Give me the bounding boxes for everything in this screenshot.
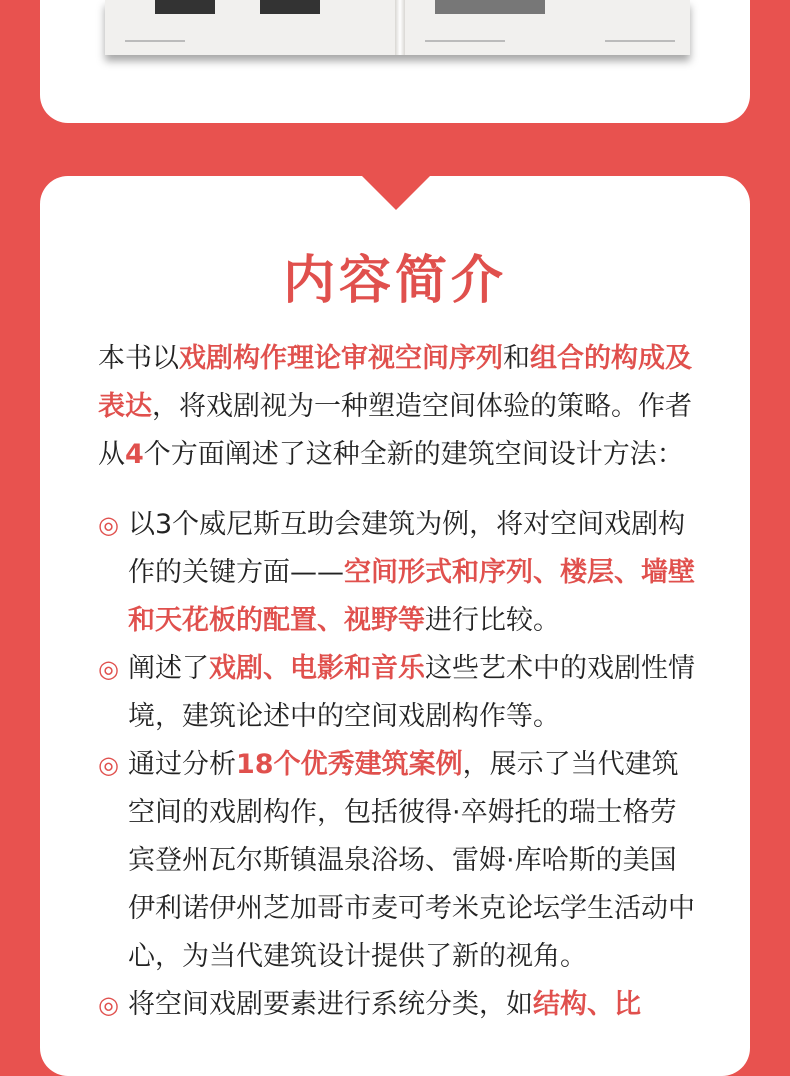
item-text: ，展示了当代建筑空间的戏剧构作，包括彼得·卒姆托的瑞士格劳宾登州瓦尔斯镇温泉浴场、雷姆·库哈斯的美国伊利诺伊州芝加哥市麦可考米克论坛学生活动中心，为当代建筑设计提供了新的视角。 (128, 749, 695, 972)
item-text: 通过分析 (128, 749, 236, 780)
bullet-icon: ◎ (98, 751, 119, 779)
intro-highlight: 组合的构成及表达 (98, 343, 692, 422)
item-text: 进行比较。 (425, 605, 560, 636)
bullet-icon: ◎ (98, 655, 119, 683)
book-spread-image (105, 0, 690, 55)
item-text: 阐述了 (128, 653, 209, 684)
section-title: 内容简介 (282, 250, 507, 311)
item-highlight: 结构、比 (533, 989, 641, 1020)
aspect-list (98, 501, 698, 1029)
bullet-icon: ◎ (98, 511, 119, 539)
book-text-line (125, 40, 185, 42)
intro-text: 本书以 (98, 343, 179, 374)
item-highlight: 戏剧、电影和音乐 (209, 653, 425, 684)
list-item (98, 741, 698, 981)
list-item (98, 645, 698, 741)
intro-text: 和 (503, 343, 530, 374)
list-item (98, 981, 698, 1029)
book-thumbnail (155, 0, 215, 14)
book-spine (395, 0, 405, 55)
bullet-icon: ◎ (98, 991, 119, 1019)
intro-text: 个方面阐述了这种全新的建筑空间设计方法： (143, 439, 684, 470)
intro-content (98, 335, 698, 1029)
list-item-text (128, 501, 698, 645)
intro-highlight: 戏剧构作理论审视空间序列 (179, 343, 503, 374)
intro-paragraph (98, 335, 698, 479)
item-highlight: 空间形式和序列、楼层、墙壁和天花板的配置、视野等 (128, 557, 695, 636)
intro-highlight: 4 (125, 439, 144, 470)
book-thumbnail (435, 0, 545, 14)
item-text: 这些艺术中的戏剧性情境，建筑论述中的空间戏剧构作等。 (128, 653, 695, 732)
book-text-line (425, 40, 505, 42)
list-item-text (128, 981, 698, 1029)
item-highlight: 18个优秀建筑案例 (236, 749, 463, 780)
list-item (98, 501, 698, 645)
card-notch (362, 176, 430, 210)
intro-text: ，将戏剧视为一种塑造空间体验的策略。作者从 (98, 391, 692, 470)
item-text: 将空间戏剧要素进行系统分类，如 (128, 989, 533, 1020)
item-text: 以3个威尼斯互助会建筑为例，将对空间戏剧构作的关键方面—— (128, 509, 686, 588)
list-item-text (128, 741, 698, 981)
book-text-line (605, 40, 675, 42)
list-item-text (128, 645, 698, 741)
book-thumbnail (260, 0, 320, 14)
